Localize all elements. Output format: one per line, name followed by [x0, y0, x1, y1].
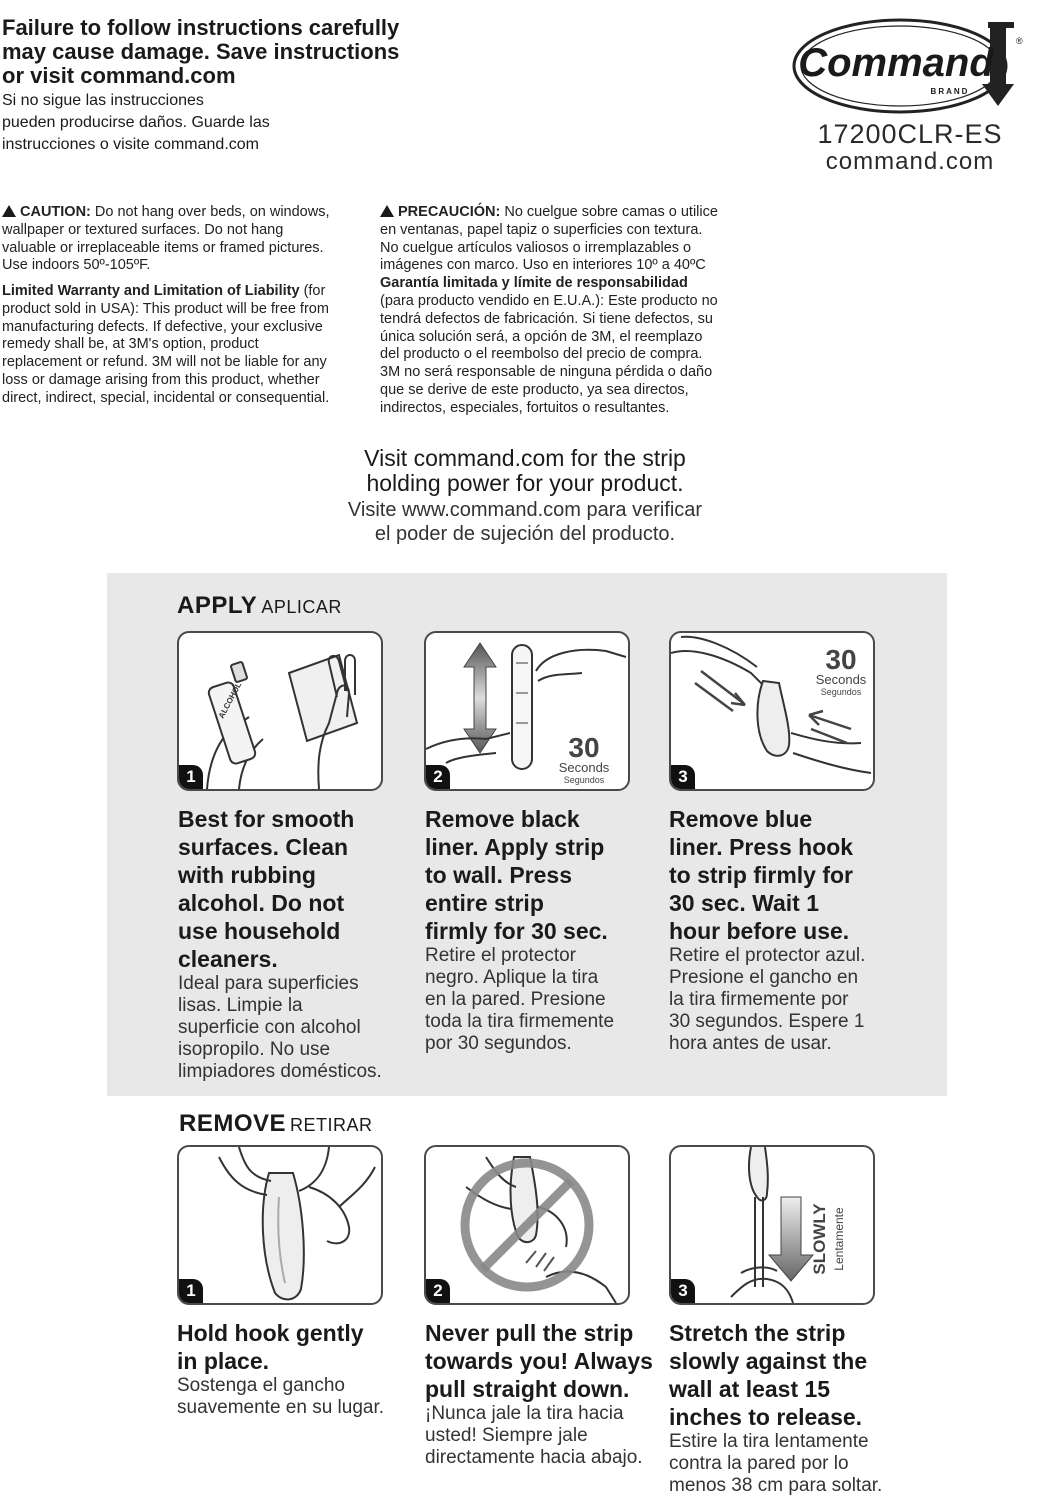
visit-en-line: Visit command.com for the strip	[364, 445, 686, 471]
step-es-line: la tira firmemente por	[669, 989, 849, 1010]
step-en-line: Never pull the strip	[425, 1320, 634, 1346]
logo-brand-sub: BRAND	[930, 87, 970, 96]
garantia-label: Garantía limitada y límite de responsabilidad	[380, 275, 688, 292]
precaucion-label: PRECAUCIÓN:	[398, 204, 501, 220]
warranty-line: manufacturing defects. If defective, your exclusive	[2, 318, 323, 335]
step-number-badge: 3	[671, 765, 695, 789]
remove-title-es: RETIRAR	[290, 1115, 373, 1135]
apply-step-2-text	[425, 805, 614, 1055]
step-es-line: limpiadores domésticos.	[178, 1061, 382, 1082]
caution-line: valuable or irreplaceable items or framed pictures.	[2, 239, 324, 256]
step-es-line: por 30 segundos.	[425, 1033, 572, 1054]
press-hook-illustration	[671, 633, 873, 789]
step-es-line: suavemente en su lugar.	[177, 1397, 385, 1418]
command-logo-graphic	[792, 14, 1024, 118]
step-es-line: contra la pared por lo	[669, 1453, 849, 1474]
precaucion-line: No cuelgue artículos valiosos o irremplazables o	[380, 239, 692, 256]
remove-step-1-illustration	[177, 1145, 383, 1305]
warranty-label: Limited Warranty and Limitation of Liability	[2, 283, 300, 299]
warning-es-line: Si no sigue las instrucciones	[2, 92, 204, 109]
step-en-line: Stretch the strip	[669, 1320, 846, 1346]
step-en-line: firmly for 30 sec.	[425, 918, 608, 944]
logo-wordmark: Command	[798, 41, 994, 85]
slowly-label-es: Lentamente	[832, 1207, 846, 1271]
step-es-line: 30 segundos. Espere 1	[669, 1011, 865, 1032]
step-en-line: 30 sec. Wait 1	[669, 890, 820, 916]
caution-en	[2, 204, 372, 275]
timer-number: 30	[568, 732, 600, 763]
remove-title-en: REMOVE	[179, 1110, 287, 1137]
garantia-line: (para producto vendido en E.U.A.): Este producto no	[380, 292, 718, 309]
visit-es-line: Visite www.command.com para verificar	[347, 499, 703, 521]
step-number-badge: 2	[426, 765, 450, 789]
warranty-line: product sold in USA): This product will be free from	[2, 300, 329, 317]
step-en-line: slowly against the	[669, 1348, 868, 1374]
remove-step-3-text	[669, 1319, 882, 1497]
step-en-line: to strip firmly for	[669, 862, 854, 888]
product-sku: 17200CLR-ES	[817, 119, 1003, 149]
step-en-line: use household	[178, 918, 341, 944]
step-en-line: Best for smooth	[178, 806, 355, 832]
step-en-line: towards you! Always	[425, 1348, 653, 1374]
step-en-line: with rubbing	[178, 862, 316, 888]
step-en-line: Remove black	[425, 806, 580, 832]
step-en-line: Remove blue	[669, 806, 813, 832]
warning-es-line: pueden producirse daños. Guarde las	[2, 114, 270, 131]
apply-step-3-text	[669, 805, 865, 1055]
visit-block	[300, 446, 750, 546]
caution-line: wallpaper or textured surfaces. Do not hang	[2, 221, 284, 238]
step-number-badge: 3	[671, 1279, 695, 1303]
step-en-line: Hold hook gently	[177, 1320, 364, 1346]
stretch-strip-illustration	[671, 1147, 873, 1303]
garantia-line: que se derive de este producto, ya sea directos,	[380, 381, 689, 398]
step-en-line: cleaners.	[178, 946, 278, 972]
step-en-line: hour before use.	[669, 918, 850, 944]
step-es-line: Estire la tira lentamente	[669, 1431, 869, 1452]
step-en-line: inches to release.	[669, 1404, 863, 1430]
warranty-line: replacement or refund. 3M will not be liable for any	[2, 354, 327, 371]
step-es-line: hora antes de usar.	[669, 1033, 832, 1054]
garantia-line: indirectos, especiales, fortuitos o resultantes.	[380, 399, 670, 416]
timer-unit: Seconds	[558, 760, 610, 775]
warranty-en	[2, 283, 372, 408]
warning-en-line: may cause damage. Save instructions	[2, 39, 400, 64]
warning-triangle-icon	[2, 205, 16, 217]
warning-en-line: or visit command.com	[2, 63, 236, 88]
step-en-line: liner. Apply strip	[425, 834, 605, 860]
apply-step-1-illustration	[177, 631, 383, 791]
garantia-line: única solución será, a opción de 3M, el reemplazo	[380, 328, 703, 345]
step-en-line: in place.	[177, 1348, 270, 1374]
caution-line: Do not hang over beds, on windows,	[90, 204, 330, 220]
warning-en-line: Failure to follow instructions carefully	[2, 15, 400, 40]
warning-heading-en	[2, 16, 472, 88]
caution-es	[380, 204, 760, 418]
precaucion-line: en ventanas, papel tapiz o superficies con textura.	[380, 221, 703, 238]
step-es-line: usted! Siempre jale	[425, 1425, 588, 1446]
apply-title-es: APLICAR	[261, 597, 342, 617]
no-pull-outward-illustration	[426, 1147, 628, 1303]
caution-label: CAUTION:	[20, 204, 91, 220]
down-arrow-icon	[769, 1197, 813, 1281]
step-number-badge: 2	[426, 1279, 450, 1303]
visit-en-line: holding power for your product.	[366, 470, 684, 496]
command-logo	[792, 14, 1024, 118]
garantia-line: tendrá defectos de fabricación. Si tiene defectos, su	[380, 310, 713, 327]
clean-surface-illustration	[179, 633, 381, 789]
warning-es-line: instrucciones o visite command.com	[2, 136, 259, 153]
warranty-line: remedy shall be, at 3M's option, product	[2, 336, 259, 353]
step-es-line: toda la tira firmemente	[425, 1011, 615, 1032]
warranty-line: loss or damage arising from this product, whether	[2, 371, 320, 388]
precaucion-line: No cuelgue sobre camas o utilice	[500, 204, 718, 220]
remove-step-1-text	[177, 1319, 384, 1419]
warranty-line: direct, indirect, special, incidental or consequential.	[2, 389, 330, 406]
step-es-line: isopropilo. No use	[178, 1039, 331, 1060]
step-es-line: Retire el protector	[425, 945, 577, 966]
visit-es-line: el poder de sujeción del producto.	[374, 523, 676, 545]
apply-step-1-text	[178, 805, 382, 1083]
step-en-line: surfaces. Clean	[178, 834, 349, 860]
step-es-line: superficie con alcohol	[178, 1017, 361, 1038]
remove-step-2-illustration	[424, 1145, 630, 1305]
garantia-line: 3M no será responsable de ninguna pérdida o daño	[380, 364, 713, 381]
step-number-badge: 1	[179, 765, 203, 789]
slowly-label: SLOWLY	[810, 1203, 829, 1275]
remove-title	[179, 1110, 373, 1138]
step-es-line: ¡Nunca jale la tira hacia	[425, 1403, 624, 1424]
step-es-line: directamente hacia abajo.	[425, 1447, 643, 1468]
warning-triangle-icon	[380, 205, 394, 217]
step-es-line: en la pared. Presione	[425, 989, 606, 1010]
step-es-line: negro. Aplique la tira	[425, 967, 599, 988]
warning-heading-es	[2, 90, 332, 156]
garantia-line: del producto o el reembolso del precio de compra.	[380, 346, 703, 363]
brand-url: command.com	[825, 148, 995, 175]
timer-number: 30	[825, 644, 857, 675]
step-es-line: Ideal para superficies	[178, 973, 359, 994]
step-es-line: Sostenga el gancho	[177, 1375, 345, 1396]
step-en-line: entire strip	[425, 890, 544, 916]
apply-strip-illustration	[426, 633, 628, 789]
caution-line: Use indoors 50º-105ºF.	[2, 257, 151, 274]
logo-registered-mark: ®	[1016, 36, 1023, 46]
apply-step-3-illustration	[669, 631, 875, 791]
remove-step-2-text	[425, 1319, 653, 1469]
apply-step-2-illustration	[424, 631, 630, 791]
step-en-line: pull straight down.	[425, 1376, 630, 1402]
step-es-line: menos 38 cm para soltar.	[669, 1475, 883, 1496]
precaucion-line: imágenes con marco. Uso en interiores 10º a 40ºC	[380, 257, 706, 274]
warranty-line: (for	[299, 283, 326, 299]
apply-title-en: APPLY	[177, 592, 258, 619]
step-es-line: Presione el gancho en	[669, 967, 859, 988]
step-es-line: lisas. Limpie la	[178, 995, 303, 1016]
step-en-line: liner. Press hook	[669, 834, 854, 860]
hold-hook-illustration	[179, 1147, 381, 1303]
step-en-line: wall at least 15	[669, 1376, 831, 1402]
apply-title	[177, 592, 342, 620]
step-number-badge: 1	[179, 1279, 203, 1303]
step-en-line: to wall. Press	[425, 862, 573, 888]
step-es-line: Retire el protector azul.	[669, 945, 866, 966]
alcohol-bottle-label: ALCOHOL	[216, 680, 244, 720]
remove-step-3-illustration	[669, 1145, 875, 1305]
timer-unit-es: Segundos	[820, 687, 862, 697]
timer-unit: Seconds	[815, 672, 867, 687]
timer-unit-es: Segundos	[563, 775, 605, 785]
step-en-line: alcohol. Do not	[178, 890, 345, 916]
